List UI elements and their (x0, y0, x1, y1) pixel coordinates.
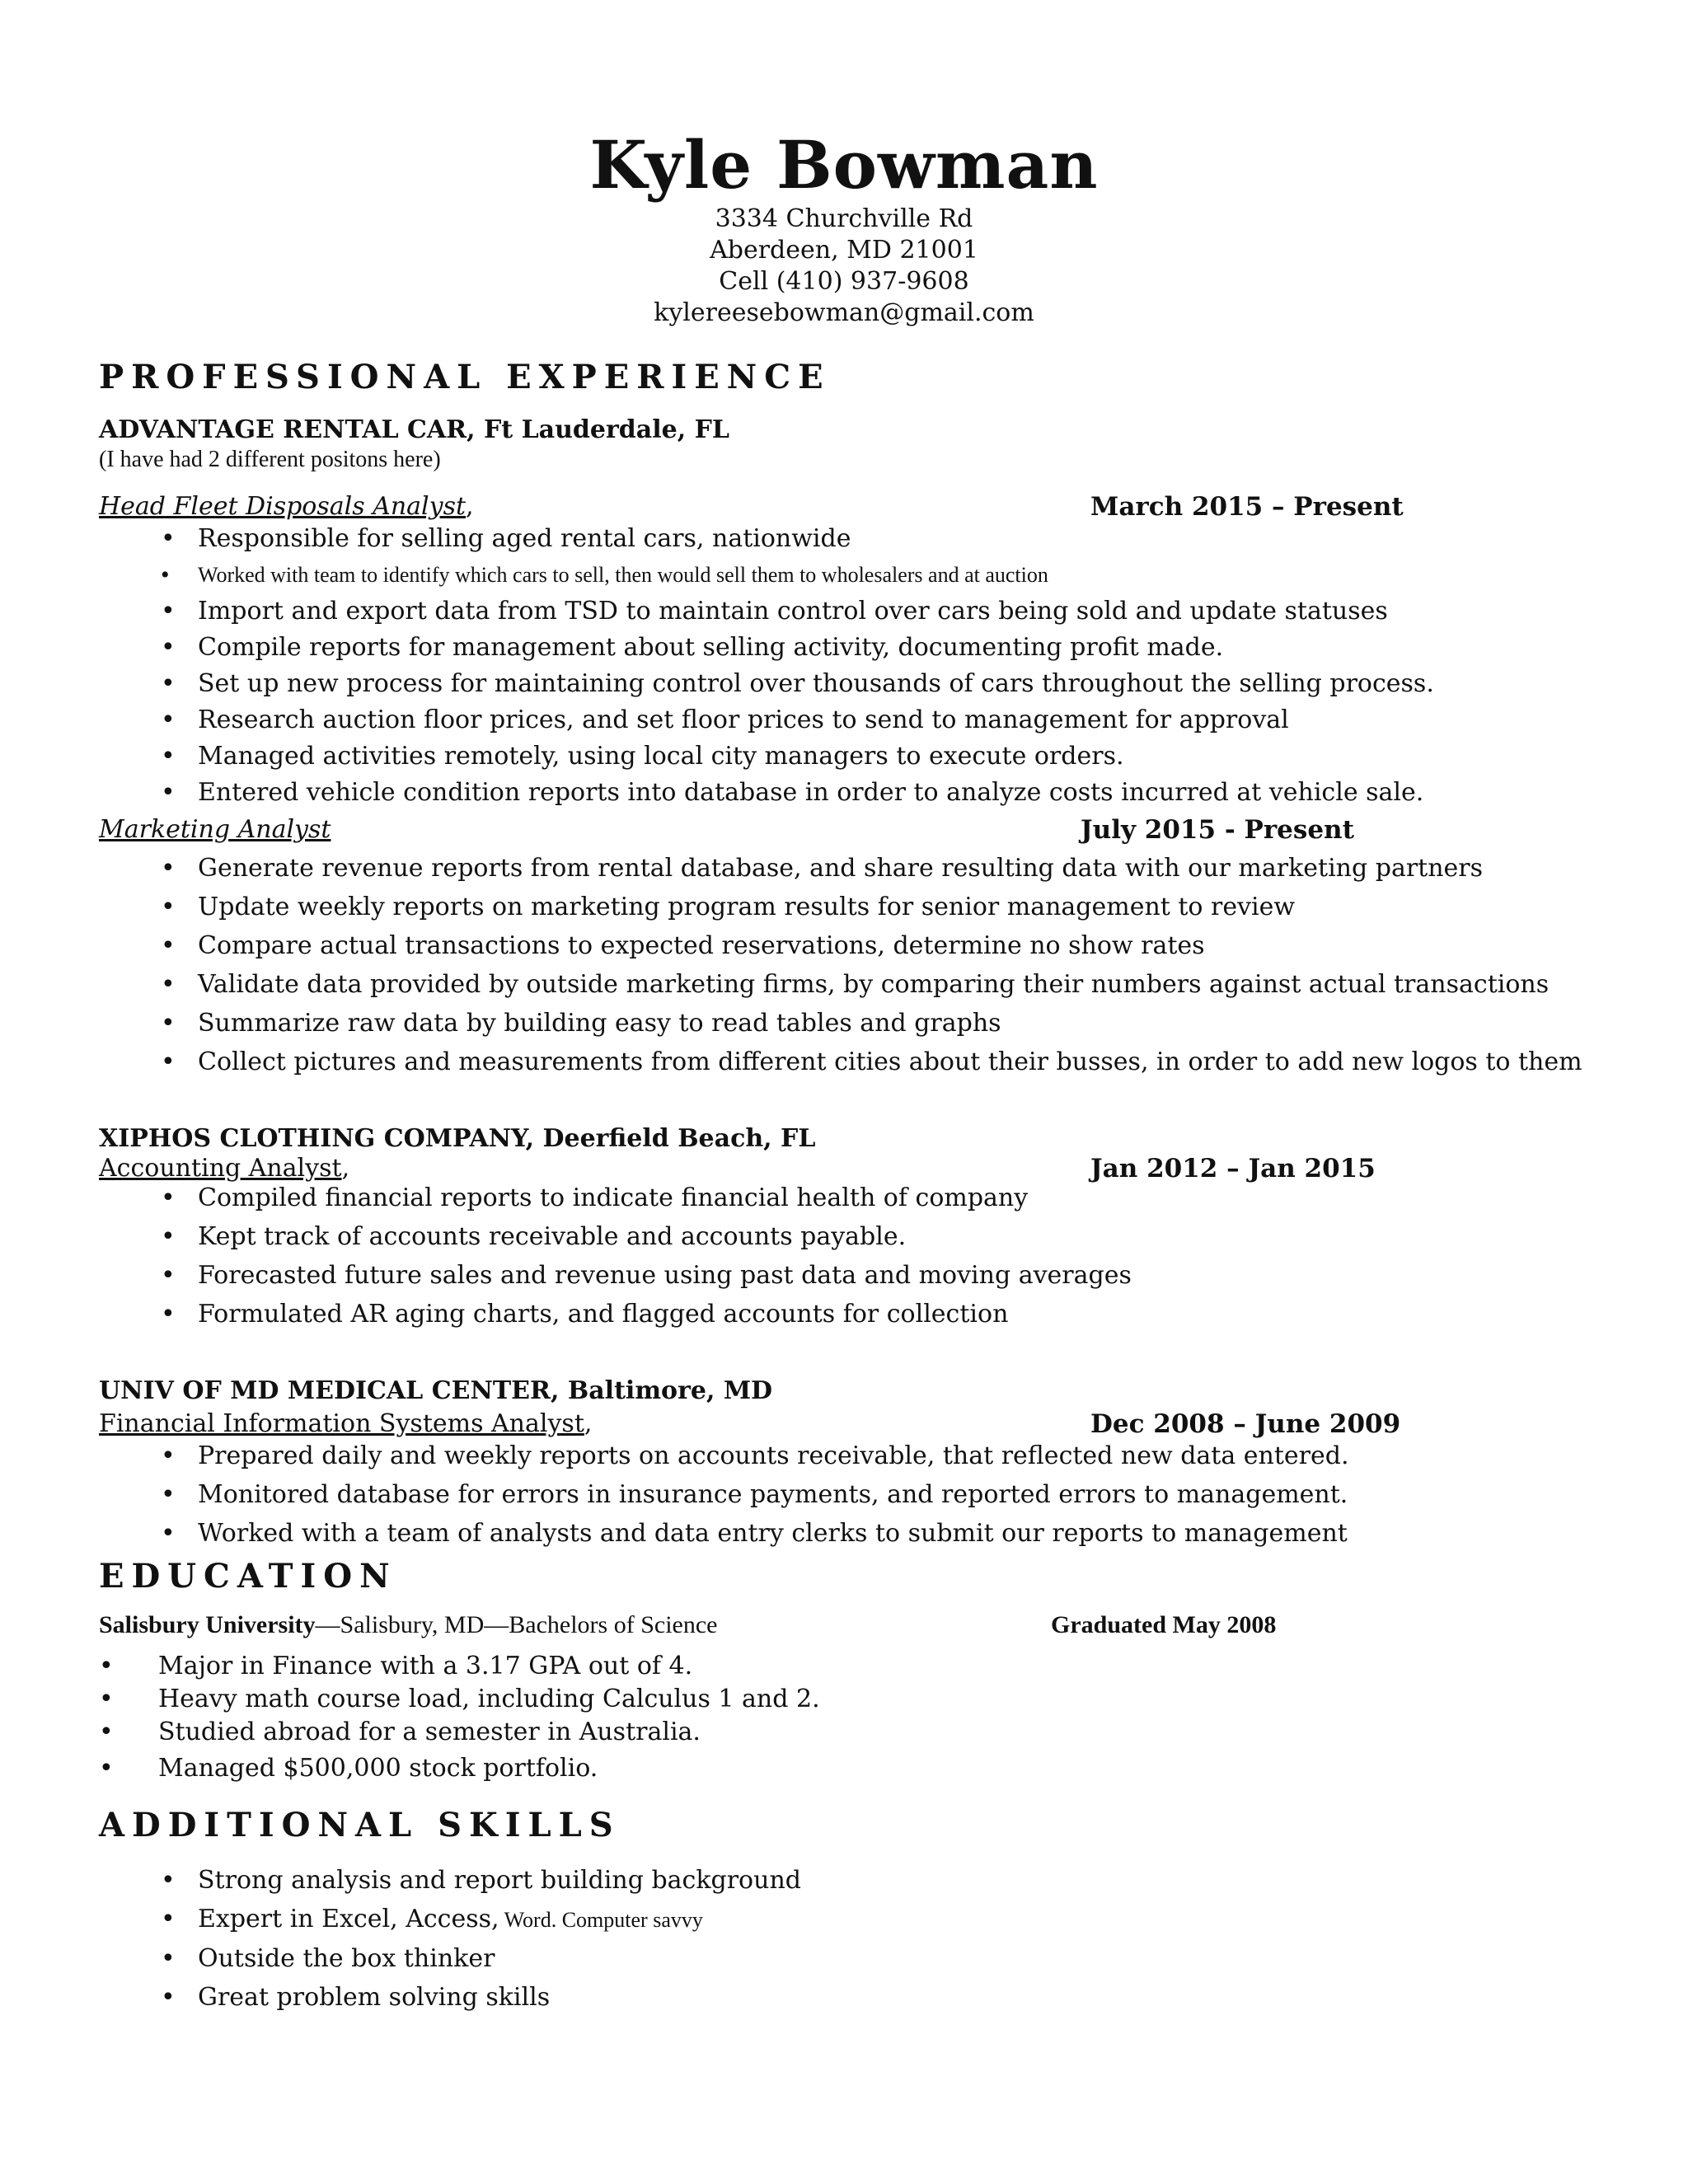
list-item: • Entered vehicle condition reports into database in order to analyze costs incurred at vehicle sale. (99, 775, 1582, 811)
school-detail: —Salisbury, MD—Bachelors of Science (315, 1611, 718, 1638)
list-item: • Generate revenue reports from rental database, and share resulting data with our marketing partners (99, 849, 1582, 888)
job1-role2-title: Marketing Analyst (99, 815, 331, 844)
list-item: • Prepared daily and weekly reports on accounts receivable, that reflected new data entered. (99, 1436, 1582, 1475)
list-item: • Update weekly reports on marketing program results for senior management to review (99, 888, 1582, 926)
skills-bullets (99, 1861, 1582, 2017)
list-item: • Worked with team to identify which cars to sell, then would sell them to wholesalers and at auction (99, 557, 1582, 593)
list-item: • Strong analysis and report building background (99, 1861, 1582, 1900)
list-item (99, 1900, 1582, 1939)
job2-suffix: , (341, 1154, 350, 1183)
school-name: Salisbury University (99, 1611, 316, 1638)
job1-role2-bullets (99, 849, 1582, 1081)
job2-dates: Jan 2012 – Jan 2015 (1090, 1154, 1376, 1183)
list-item: • Collect pictures and measurements from different cities about their busses, in order to add new logos to them (99, 1043, 1582, 1081)
list-item: • Managed activities remotely, using local city managers to execute orders. (99, 738, 1582, 775)
list-item: • Summarize raw data by building easy to read tables and graphs (99, 1004, 1582, 1043)
job1-company: ADVANTAGE RENTAL CAR, Ft Lauderdale, FL (99, 415, 729, 444)
skills-heading: ADDITIONAL SKILLS (99, 1806, 621, 1844)
address-line-2: Aberdeen, MD 21001 (710, 236, 978, 265)
list-item: • Major in Finance with a 3.17 GPA out of 4. (99, 1650, 1582, 1683)
job1-role1-dates: March 2015 – Present (1090, 492, 1404, 522)
job3-company: UNIV OF MD MEDICAL CENTER, Baltimore, MD (99, 1376, 773, 1405)
phone-number: Cell (410) 937-9608 (719, 267, 969, 296)
contact-block (0, 204, 1688, 329)
skill-item2-main: Expert in Excel, Access, (198, 1905, 499, 1933)
job1-role1-bullets (99, 521, 1582, 811)
list-item: • Forecasted future sales and revenue using past data and moving averages (99, 1256, 1582, 1295)
list-item: • Heavy math course load, including Calculus 1 and 2. (99, 1683, 1582, 1716)
education-bullets (99, 1650, 1582, 1788)
job1-role2-dates: July 2015 - Present (1081, 815, 1354, 845)
job1-role1-title: Head Fleet Disposals Analyst (99, 492, 467, 521)
list-item: • Import and export data from TSD to maintain control over cars being sold and update statuses (99, 593, 1582, 630)
list-item: • Compile reports for management about selling activity, documenting profit made. (99, 630, 1582, 666)
job3-dates: Dec 2008 – June 2009 (1090, 1409, 1401, 1439)
list-item: • Compare actual transactions to expected reservations, determine no show rates (99, 926, 1582, 965)
job3-bullets (99, 1436, 1582, 1553)
job1-role1 (99, 490, 474, 523)
list-item: • Worked with a team of analysts and data entry clerks to submit our reports to management (99, 1514, 1582, 1553)
list-item: • Set up new process for maintaining control over thousands of cars throughout the selling process. (99, 666, 1582, 702)
job1-role2 (99, 813, 331, 846)
education-heading: EDUCATION (99, 1557, 397, 1596)
list-item: • Research auction floor prices, and set floor prices to send to management for approval (99, 702, 1582, 738)
email-address: kylereesebowman@gmail.com (654, 298, 1034, 327)
graduation-date: Graduated May 2008 (1051, 1611, 1277, 1638)
resume-name: Kyle Bowman (589, 126, 1099, 204)
list-item: • Outside the box thinker (99, 1939, 1582, 1978)
list-item: • Responsible for selling aged rental cars, nationwide (99, 521, 1582, 557)
list-item: • Managed $500,000 stock portfolio. (99, 1749, 1582, 1788)
job3-role (99, 1408, 592, 1441)
address-line-1: 3334 Churchville Rd (715, 204, 973, 233)
list-item: • Kept track of accounts receivable and accounts payable. (99, 1217, 1582, 1256)
education-school-line (99, 1609, 718, 1642)
list-item: • Compiled financial reports to indicate financial health of company (99, 1179, 1582, 1217)
job1-note: (I have had 2 different positons here) (99, 447, 441, 472)
list-item: • Studied abroad for a semester in Australia. (99, 1716, 1582, 1749)
list-item: • Monitored database for errors in insurance payments, and reported errors to management. (99, 1475, 1582, 1514)
skill-item2-small: Word. Computer savvy (499, 1908, 703, 1932)
list-item: • Great problem solving skills (99, 1978, 1582, 2017)
list-item: • Validate data provided by outside marketing firms, by comparing their numbers against actual transactions (99, 965, 1582, 1004)
job2-company: XIPHOS CLOTHING COMPANY, Deerfield Beach, FL (99, 1124, 816, 1153)
job1-role1-suffix: , (466, 492, 474, 521)
job3-suffix: , (584, 1409, 593, 1438)
job2-title: Accounting Analyst (99, 1154, 342, 1183)
job2-bullets (99, 1179, 1582, 1333)
job3-title: Financial Information Systems Analyst (99, 1409, 584, 1438)
list-item: • Formulated AR aging charts, and flagged accounts for collection (99, 1295, 1582, 1333)
experience-heading: PROFESSIONAL EXPERIENCE (99, 358, 831, 396)
